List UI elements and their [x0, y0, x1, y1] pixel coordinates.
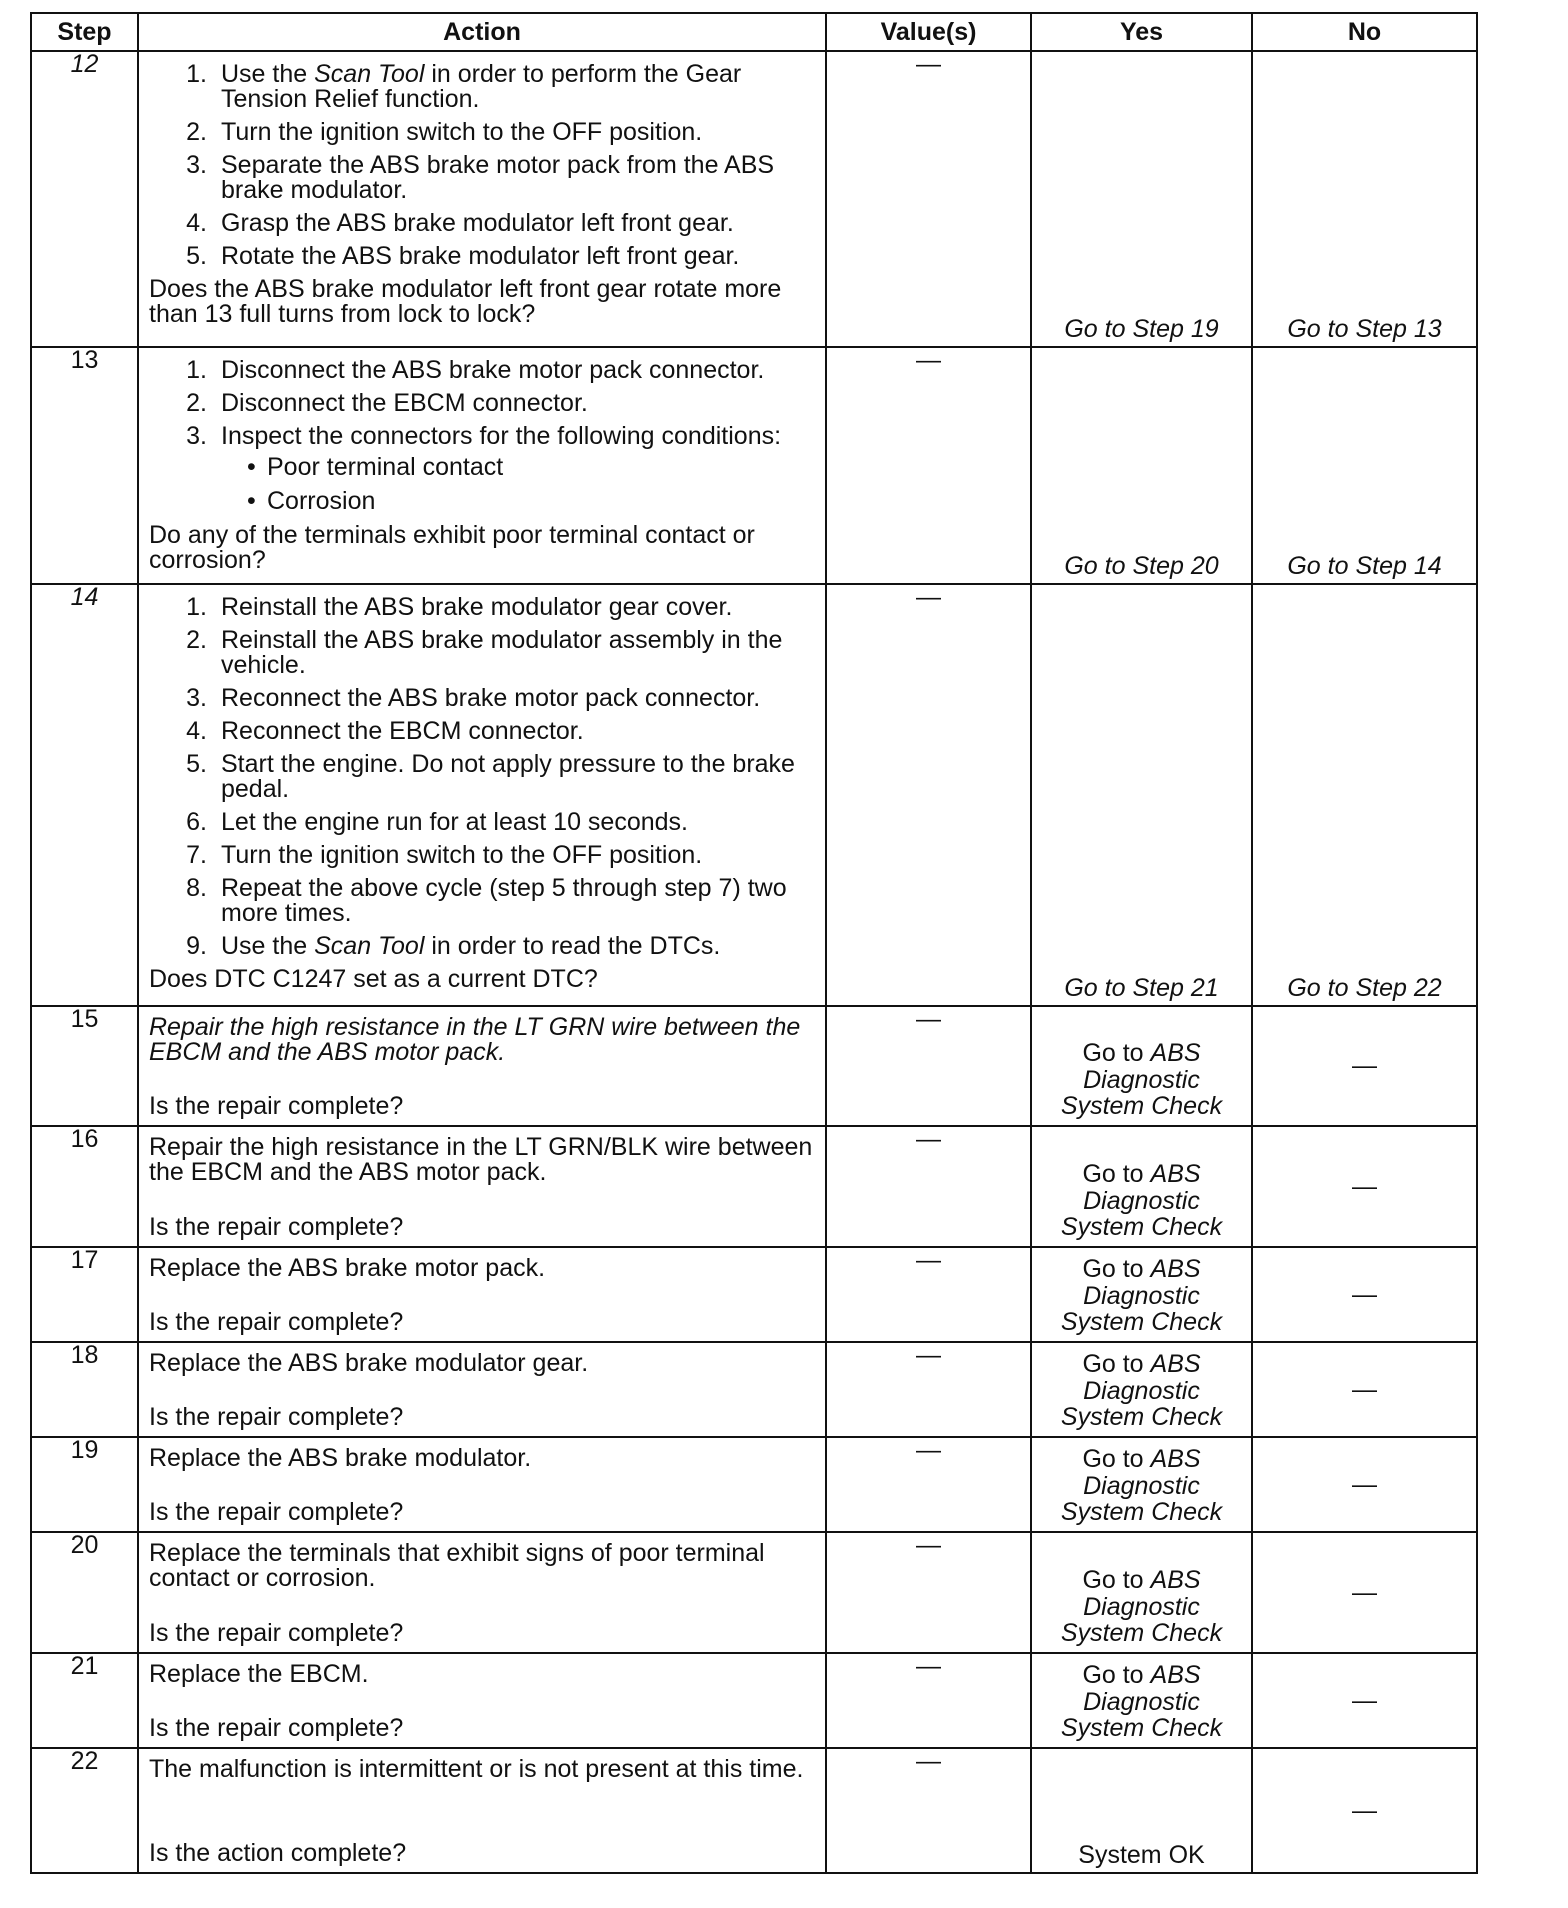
bullet-item: • Corrosion	[247, 487, 376, 515]
action-item: 5. Start the engine. Do not apply pressure to the brake pedal.	[186, 750, 795, 803]
action-cell	[138, 584, 826, 1006]
action-text: Repair the high resistance in the LT GRN/BLK wire between the EBCM and the ABS motor pack.	[149, 1133, 813, 1186]
table-row	[31, 1006, 1477, 1126]
action-cell	[138, 1437, 826, 1532]
header-row	[31, 13, 1477, 51]
header-step: Step	[31, 13, 138, 51]
no-cell: —	[1252, 1126, 1477, 1247]
action-item: 2. Disconnect the EBCM connector.	[186, 389, 588, 417]
yes-goto-abs-check: Go to ABS Diagnostic System Check	[1060, 1160, 1223, 1241]
step-number: 14	[31, 584, 138, 1006]
step-number: 13	[31, 347, 138, 584]
action-cell	[138, 1653, 826, 1748]
action-cell	[138, 1342, 826, 1437]
value-cell: —	[826, 584, 1031, 1006]
action-cell	[138, 347, 826, 584]
action-item: 1. Reinstall the ABS brake modulator gear cover.	[186, 593, 733, 621]
value-cell: —	[826, 51, 1031, 347]
action-question: Is the repair complete?	[149, 1619, 404, 1647]
action-item: 6. Let the engine run for at least 10 seconds.	[186, 808, 688, 836]
yes-cell	[1031, 1748, 1252, 1873]
action-item: 8. Repeat the above cycle (step 5 through step 7) two more times.	[186, 874, 787, 927]
action-text: Replace the EBCM.	[149, 1660, 369, 1688]
table-row	[31, 1532, 1477, 1653]
no-cell: —	[1252, 1748, 1477, 1873]
action-item: 3. Inspect the connectors for the following conditions:	[186, 422, 782, 450]
no-cell: —	[1252, 1342, 1477, 1437]
action-question: Does the ABS brake modulator left front gear rotate more than 13 full turns from lock to lock?	[149, 275, 782, 328]
step-number: 18	[31, 1342, 138, 1437]
action-text: The malfunction is intermittent or is not present at this time.	[149, 1755, 804, 1783]
yes-goto: Go to Step 20	[1064, 552, 1219, 580]
step-number: 19	[31, 1437, 138, 1532]
action-cell	[138, 1126, 826, 1247]
action-item: 2. Turn the ignition switch to the OFF position.	[186, 118, 703, 146]
no-cell	[1252, 584, 1477, 1006]
yes-cell	[1031, 1342, 1252, 1437]
step-number: 12	[31, 51, 138, 347]
table-row	[31, 1653, 1477, 1748]
no-goto: Go to Step 13	[1287, 315, 1442, 343]
header-action: Action	[138, 13, 826, 51]
yes-cell	[1031, 1653, 1252, 1748]
action-cell	[138, 51, 826, 347]
action-question: Is the repair complete?	[149, 1403, 404, 1431]
action-text: Repair the high resistance in the LT GRN wire between the EBCM and the ABS motor pack.	[149, 1013, 801, 1066]
header-no: No	[1252, 13, 1477, 51]
table-row	[31, 1437, 1477, 1532]
table-row	[31, 1247, 1477, 1342]
action-question: Is the action complete?	[149, 1839, 407, 1867]
action-text: Replace the ABS brake modulator.	[149, 1444, 532, 1472]
no-cell: —	[1252, 1653, 1477, 1748]
yes-goto-abs-check: Go to ABS Diagnostic System Check	[1060, 1566, 1223, 1647]
no-cell: —	[1252, 1437, 1477, 1532]
yes-goto: Go to Step 21	[1064, 974, 1219, 1002]
yes-cell	[1031, 1247, 1252, 1342]
step-number: 22	[31, 1748, 138, 1873]
action-item: 4. Reconnect the EBCM connector.	[186, 717, 584, 745]
yes-goto-abs-check: Go to ABS Diagnostic System Check	[1060, 1445, 1223, 1526]
yes-cell	[1031, 584, 1252, 1006]
action-question: Is the repair complete?	[149, 1213, 404, 1241]
bullet-item: • Poor terminal contact	[247, 453, 504, 481]
yes-cell	[1031, 51, 1252, 347]
value-cell: —	[826, 1437, 1031, 1532]
yes-goto: Go to Step 19	[1064, 315, 1219, 343]
action-cell	[138, 1247, 826, 1342]
action-question: Is the repair complete?	[149, 1714, 404, 1742]
table-row	[31, 347, 1477, 584]
no-cell: —	[1252, 1532, 1477, 1653]
step-number: 21	[31, 1653, 138, 1748]
value-cell: —	[826, 347, 1031, 584]
action-question: Is the repair complete?	[149, 1498, 404, 1526]
action-question: Is the repair complete?	[149, 1092, 404, 1120]
value-cell: —	[826, 1247, 1031, 1342]
yes-goto-abs-check: Go to ABS Diagnostic System Check	[1060, 1255, 1223, 1336]
yes-cell	[1031, 347, 1252, 584]
action-item: 1. Use the Scan Tool in order to perform the Gear Tension Relief function.	[186, 60, 742, 113]
step-number: 15	[31, 1006, 138, 1126]
header-values: Value(s)	[826, 13, 1031, 51]
table-row	[31, 1748, 1477, 1873]
value-cell: —	[826, 1748, 1031, 1873]
table-row	[31, 1342, 1477, 1437]
yes-cell	[1031, 1126, 1252, 1247]
yes-goto-abs-check: Go to ABS Diagnostic System Check	[1060, 1661, 1223, 1742]
action-text: Replace the ABS brake motor pack.	[149, 1254, 546, 1282]
value-cell: —	[826, 1342, 1031, 1437]
action-question: Is the repair complete?	[149, 1308, 404, 1336]
action-item: 2. Reinstall the ABS brake modulator assembly in the vehicle.	[186, 626, 783, 679]
action-item: 9. Use the Scan Tool in order to read the DTCs.	[186, 932, 721, 960]
action-cell	[138, 1006, 826, 1126]
action-item: 3. Reconnect the ABS brake motor pack connector.	[186, 684, 761, 712]
table-row	[31, 584, 1477, 1006]
action-cell	[138, 1748, 826, 1873]
action-cell	[138, 1532, 826, 1653]
value-cell: —	[826, 1653, 1031, 1748]
no-cell	[1252, 51, 1477, 347]
action-question: Does DTC C1247 set as a current DTC?	[149, 965, 598, 993]
yes-cell	[1031, 1006, 1252, 1126]
yes-system-ok: System OK	[1078, 1841, 1205, 1869]
no-cell	[1252, 347, 1477, 584]
header-yes: Yes	[1031, 13, 1252, 51]
action-item: 4. Grasp the ABS brake modulator left front gear.	[186, 209, 734, 237]
value-cell: —	[826, 1006, 1031, 1126]
table-row	[31, 51, 1477, 347]
no-goto: Go to Step 14	[1287, 552, 1442, 580]
action-item: 1. Disconnect the ABS brake motor pack connector.	[186, 356, 765, 384]
yes-cell	[1031, 1532, 1252, 1653]
value-cell: —	[826, 1126, 1031, 1247]
yes-goto-abs-check: Go to ABS Diagnostic System Check	[1060, 1350, 1223, 1431]
step-number: 20	[31, 1532, 138, 1653]
value-cell: —	[826, 1532, 1031, 1653]
yes-cell	[1031, 1437, 1252, 1532]
yes-goto-abs-check: Go to ABS Diagnostic System Check	[1060, 1039, 1223, 1120]
step-number: 17	[31, 1247, 138, 1342]
no-cell: —	[1252, 1006, 1477, 1126]
action-item: 3. Separate the ABS brake motor pack from the ABS brake modulator.	[186, 151, 775, 204]
diagnostic-table	[30, 12, 1478, 1874]
table-row	[31, 1126, 1477, 1247]
no-goto: Go to Step 22	[1287, 974, 1442, 1002]
action-question: Do any of the terminals exhibit poor terminal contact or corrosion?	[149, 521, 755, 574]
action-item: 5. Rotate the ABS brake modulator left front gear.	[186, 242, 740, 270]
action-item: 7. Turn the ignition switch to the OFF position.	[186, 841, 703, 869]
action-text: Replace the ABS brake modulator gear.	[149, 1349, 589, 1377]
no-cell: —	[1252, 1247, 1477, 1342]
step-number: 16	[31, 1126, 138, 1247]
action-text: Replace the terminals that exhibit signs of poor terminal contact or corrosion.	[149, 1539, 765, 1592]
